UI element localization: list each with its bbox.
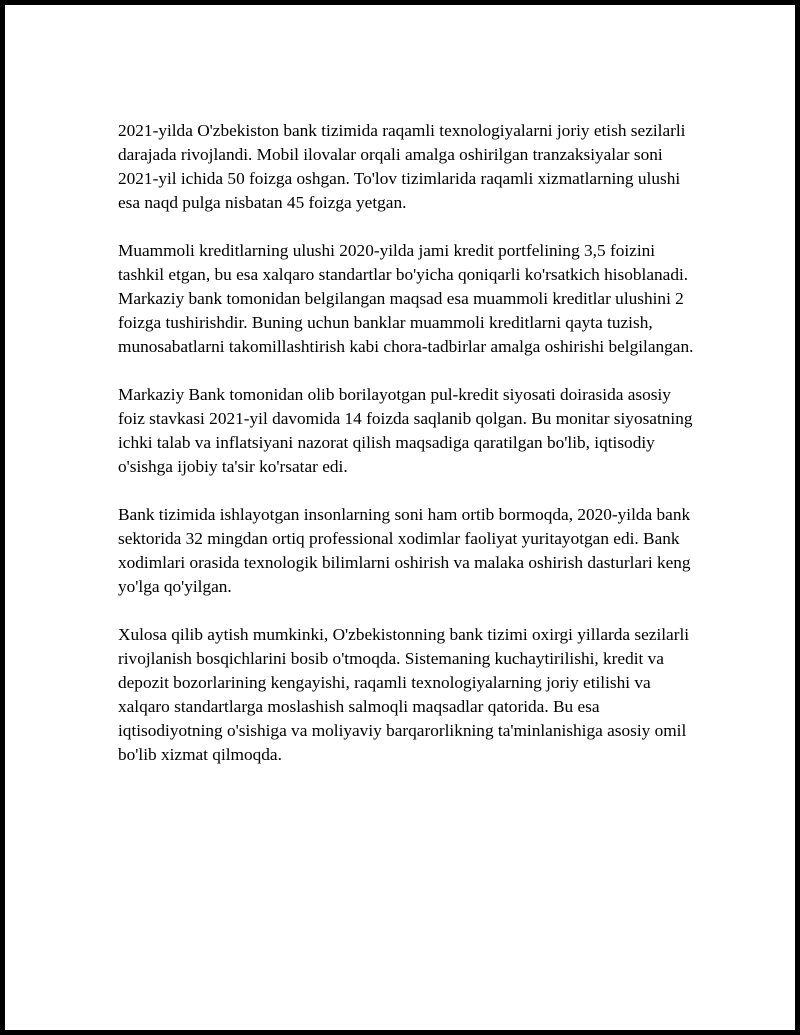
document-body: [118, 119, 698, 767]
paragraph-digital-technologies: 2021-yilda O'zbekiston bank tizimida raqamli texnologiyalarni joriy etish sezilarli darajada rivojlandi. Mobil ilovalar orqali amalga oshirilgan tranzaksiyalar soni 2021-yil ichida 50 foizga oshgan. To'lov tizimlarida raqamli xizmatlarning ulushi esa naqd pulga nisbatan 45 foizga yetgan.: [118, 121, 686, 212]
paragraph-monetary-policy: Markaziy Bank tomonidan olib borilayotgan pul-kredit siyosati doirasida asosiy foiz stavkasi 2021-yil davomida 14 foizda saqlanib qolgan. Bu monitar siyosatning ichki talab va inflatsiyani nazorat qilish maqsadiga qaratilgan bo'lib, iqtisodiy o'sishga ijobiy ta'sir ko'rsatar edi.: [118, 385, 693, 476]
paragraph-conclusion: Xulosa qilib aytish mumkinki, O'zbekistonning bank tizimi oxirgi yillarda sezilarli rivojlanish bosqichlarini bosib o'tmoqda. Sistemaning kuchaytirilishi, kredit va depozit bozorlarining kengayishi, raqamli texnologiyalarning joriy etilishi va xalqaro standartlarga moslashish salmoqli maqsadlar qatorida. Bu esa iqtisodiyotning o'sishiga va moliyaviy barqarorlikning ta'minlanishiga asosiy omil bo'lib xizmat qilmoqda.: [118, 625, 690, 764]
paragraph-problem-loans: Muammoli kreditlarning ulushi 2020-yilda jami kredit portfelining 3,5 foizini tashkil etgan, bu esa xalqaro standartlar bo'yicha qoniqarli ko'rsatkich hisoblanadi. Markaziy bank tomonidan belgilangan maqsad esa muammoli kreditlar ulushini 2 foizga tushirishdir. Buning uchun banklar muammoli kreditlarni qayta tuzish, munosabatlarni takomillashtirish kabi chora-tadbirlar amalga oshirishi belgilangan.: [118, 241, 694, 356]
paragraph-bank-employees: Bank tizimida ishlayotgan insonlarning soni ham ortib bormoqda, 2020-yilda bank sektorida 32 mingdan ortiq professional xodimlar faoliyat yuritayotgan edi. Bank xodimlari orasida texnologik bilimlarni oshirish va malaka oshirish dasturlari keng yo'lga qo'yilgan.: [118, 505, 691, 596]
